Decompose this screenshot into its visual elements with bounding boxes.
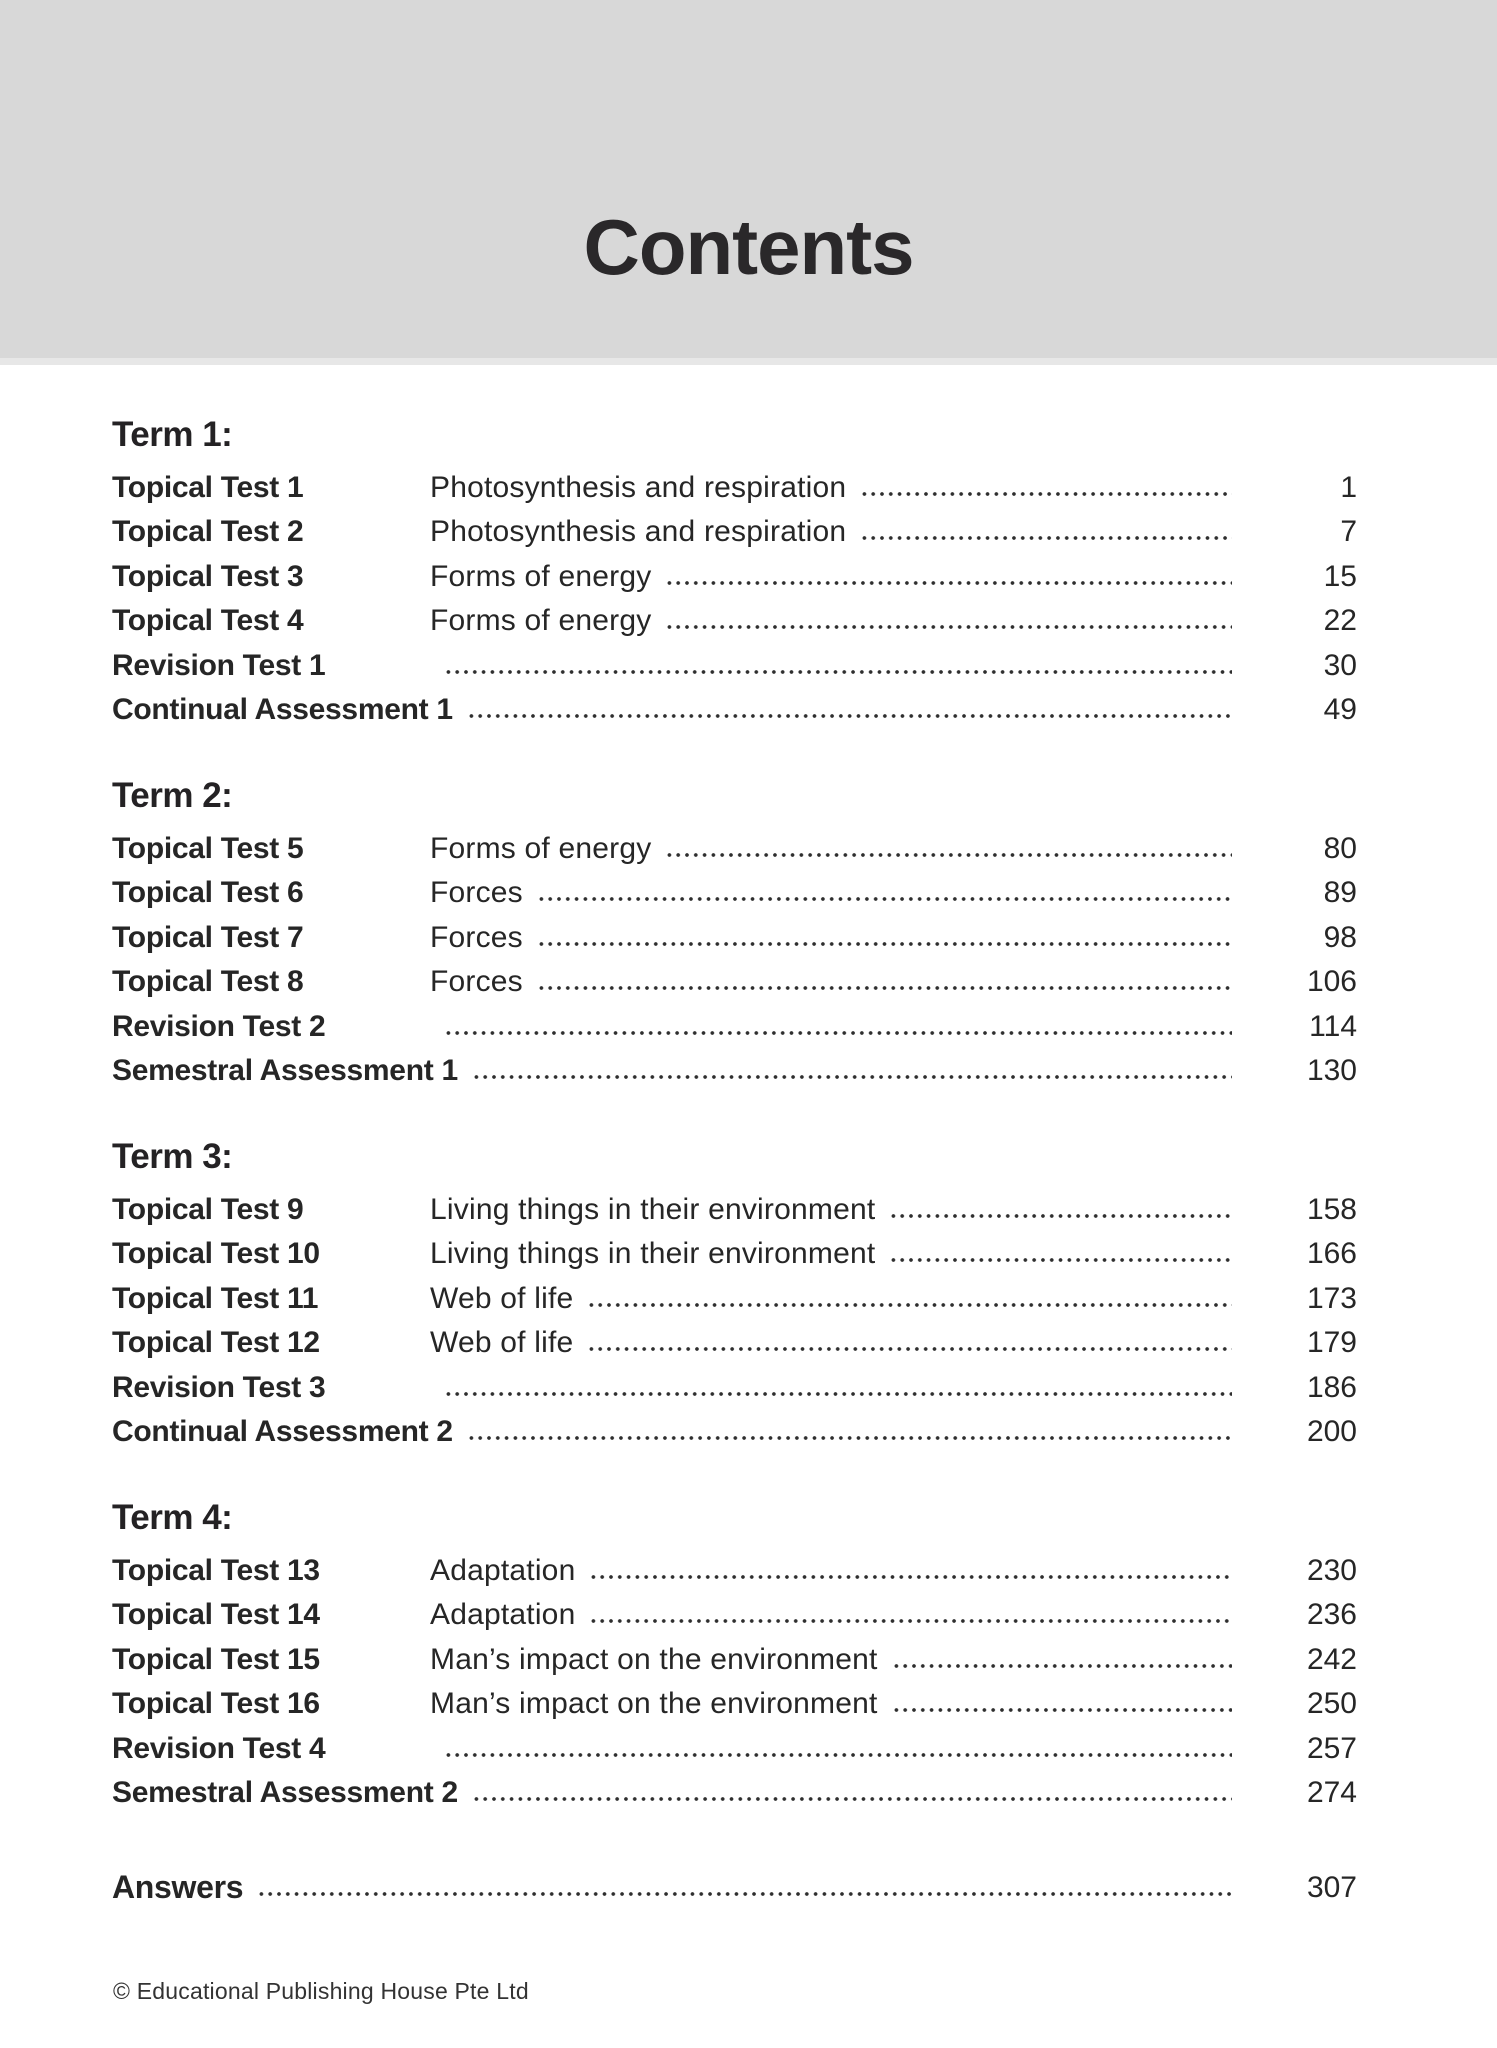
row-page-number: 230 bbox=[1306, 1553, 1357, 1587]
row-topic: Web of life bbox=[430, 1326, 574, 1359]
row-topic: Forms of energy bbox=[430, 831, 652, 865]
toc-row bbox=[112, 1767, 1357, 1812]
section-heading: Term 3: bbox=[112, 1137, 233, 1176]
leader-dots bbox=[444, 1752, 1232, 1758]
toc-row bbox=[112, 911, 1357, 956]
toc-row bbox=[112, 1228, 1357, 1273]
row-page-number: 307 bbox=[1306, 1870, 1357, 1904]
page-title: Contents bbox=[583, 203, 914, 291]
leader-dots bbox=[537, 941, 1232, 947]
toc-row bbox=[112, 1045, 1357, 1090]
row-page-number: 236 bbox=[1306, 1598, 1357, 1631]
leader-dots bbox=[892, 1663, 1232, 1669]
leader-dots bbox=[889, 1213, 1232, 1219]
leader-dots bbox=[665, 580, 1232, 586]
row-topic: Man’s impact on the environment bbox=[430, 1687, 878, 1720]
row-label: Topical Test 6 bbox=[112, 876, 304, 909]
row-label: Topical Test 11 bbox=[112, 1281, 319, 1315]
leader-dots bbox=[589, 1618, 1232, 1624]
row-page-number: 114 bbox=[1309, 1009, 1357, 1043]
toc-row bbox=[112, 461, 1357, 506]
row-page-number: 257 bbox=[1306, 1731, 1357, 1765]
row-topic: Forces bbox=[430, 876, 523, 909]
toc-row bbox=[112, 1544, 1357, 1589]
leader-dots bbox=[587, 1346, 1232, 1352]
leader-dots bbox=[444, 1030, 1232, 1036]
row-label: Topical Test 5 bbox=[112, 831, 304, 865]
footer-copyright: © Educational Publishing House Pte Ltd bbox=[113, 1977, 529, 2004]
row-topic: Living things in their environment bbox=[430, 1192, 876, 1226]
toc-row bbox=[112, 1406, 1357, 1451]
leader-dots bbox=[589, 1574, 1232, 1580]
toc-row bbox=[112, 684, 1357, 729]
row-label: Semestral Assessment 1 bbox=[112, 1054, 458, 1087]
row-topic: Adaptation bbox=[430, 1598, 576, 1631]
row-label: Topical Test 10 bbox=[112, 1237, 320, 1270]
row-label: Topical Test 1 bbox=[112, 470, 304, 504]
toc-section bbox=[112, 1139, 1357, 1450]
toc-section bbox=[112, 417, 1357, 728]
row-page-number: 98 bbox=[1323, 920, 1357, 954]
row-page-number: 274 bbox=[1306, 1776, 1357, 1809]
toc-row bbox=[112, 956, 1357, 1001]
row-label: Topical Test 15 bbox=[112, 1642, 320, 1676]
toc-section bbox=[112, 1500, 1357, 1811]
row-page-number: 7 bbox=[1340, 515, 1357, 548]
row-topic: Living things in their environment bbox=[430, 1237, 876, 1270]
row-label: Topical Test 12 bbox=[112, 1326, 320, 1359]
row-topic: Adaptation bbox=[430, 1553, 576, 1587]
row-label: Revision Test 2 bbox=[112, 1009, 326, 1043]
leader-dots bbox=[257, 1891, 1232, 1897]
toc-row bbox=[112, 1633, 1357, 1678]
leader-dots bbox=[444, 1391, 1232, 1397]
row-page-number: 15 bbox=[1323, 559, 1357, 593]
toc-row bbox=[112, 822, 1357, 867]
row-label: Continual Assessment 2 bbox=[112, 1415, 453, 1448]
row-label: Topical Test 9 bbox=[112, 1192, 304, 1226]
row-page-number: 242 bbox=[1306, 1642, 1357, 1676]
row-page-number: 1 bbox=[1340, 470, 1357, 504]
row-page-number: 200 bbox=[1306, 1415, 1357, 1448]
row-label: Topical Test 3 bbox=[112, 559, 304, 593]
leader-dots bbox=[472, 1074, 1232, 1080]
leader-dots bbox=[537, 985, 1232, 991]
toc-row bbox=[112, 1589, 1357, 1634]
toc-row bbox=[112, 867, 1357, 912]
leader-dots bbox=[860, 491, 1232, 497]
row-page-number: 89 bbox=[1323, 876, 1357, 909]
toc-row bbox=[112, 639, 1357, 684]
row-label: Topical Test 14 bbox=[112, 1598, 320, 1631]
leader-dots bbox=[537, 896, 1232, 902]
leader-dots bbox=[665, 852, 1232, 858]
section-heading: Term 1: bbox=[112, 415, 233, 454]
table-of-contents bbox=[112, 417, 1357, 1906]
row-page-number: 250 bbox=[1306, 1687, 1357, 1720]
toc-row bbox=[112, 1678, 1357, 1723]
row-topic: Photosynthesis and respiration bbox=[430, 470, 847, 504]
row-topic: Photosynthesis and respiration bbox=[430, 515, 847, 548]
row-page-number: 49 bbox=[1323, 693, 1357, 726]
toc-section bbox=[112, 778, 1357, 1089]
row-label: Revision Test 3 bbox=[112, 1370, 326, 1404]
toc-row bbox=[112, 1272, 1357, 1317]
header-band bbox=[0, 0, 1497, 365]
row-page-number: 130 bbox=[1306, 1054, 1357, 1087]
toc-row bbox=[112, 1317, 1357, 1362]
leader-dots bbox=[889, 1257, 1232, 1263]
row-label: Topical Test 7 bbox=[112, 920, 304, 954]
row-label: Revision Test 1 bbox=[112, 648, 326, 682]
row-label: Topical Test 16 bbox=[112, 1687, 320, 1720]
answers-row bbox=[112, 1861, 1357, 1906]
toc-row bbox=[112, 506, 1357, 551]
row-label: Topical Test 13 bbox=[112, 1553, 320, 1587]
row-label: Answers bbox=[112, 1868, 244, 1905]
row-page-number: 186 bbox=[1306, 1370, 1357, 1404]
row-page-number: 106 bbox=[1306, 965, 1357, 998]
toc-row bbox=[112, 1183, 1357, 1228]
row-topic: Forms of energy bbox=[430, 559, 652, 593]
leader-dots bbox=[587, 1302, 1232, 1308]
toc-row bbox=[112, 550, 1357, 595]
row-page-number: 158 bbox=[1306, 1192, 1357, 1226]
row-topic: Web of life bbox=[430, 1281, 574, 1315]
row-topic: Forces bbox=[430, 965, 523, 998]
row-page-number: 30 bbox=[1323, 648, 1357, 682]
row-topic: Forms of energy bbox=[430, 604, 652, 637]
row-label: Topical Test 4 bbox=[112, 604, 304, 637]
row-page-number: 22 bbox=[1323, 604, 1357, 637]
row-page-number: 166 bbox=[1306, 1237, 1357, 1270]
row-topic: Man’s impact on the environment bbox=[430, 1642, 878, 1676]
leader-dots bbox=[467, 1435, 1232, 1441]
row-topic: Forces bbox=[430, 920, 523, 954]
section-heading: Term 2: bbox=[112, 776, 233, 815]
toc-row bbox=[112, 1361, 1357, 1406]
row-page-number: 80 bbox=[1323, 831, 1357, 865]
row-label: Topical Test 2 bbox=[112, 515, 304, 548]
leader-dots bbox=[444, 669, 1232, 675]
toc-row bbox=[112, 1722, 1357, 1767]
leader-dots bbox=[467, 713, 1232, 719]
leader-dots bbox=[472, 1796, 1232, 1802]
row-page-number: 179 bbox=[1306, 1326, 1357, 1359]
toc-row bbox=[112, 595, 1357, 640]
leader-dots bbox=[665, 624, 1232, 630]
leader-dots bbox=[892, 1707, 1232, 1713]
section-heading: Term 4: bbox=[112, 1498, 233, 1537]
row-label: Semestral Assessment 2 bbox=[112, 1776, 458, 1809]
row-label: Revision Test 4 bbox=[112, 1731, 326, 1765]
row-label: Continual Assessment 1 bbox=[112, 693, 453, 726]
toc-row bbox=[112, 1000, 1357, 1045]
row-label: Topical Test 8 bbox=[112, 965, 304, 998]
leader-dots bbox=[860, 535, 1232, 541]
row-page-number: 173 bbox=[1306, 1281, 1357, 1315]
